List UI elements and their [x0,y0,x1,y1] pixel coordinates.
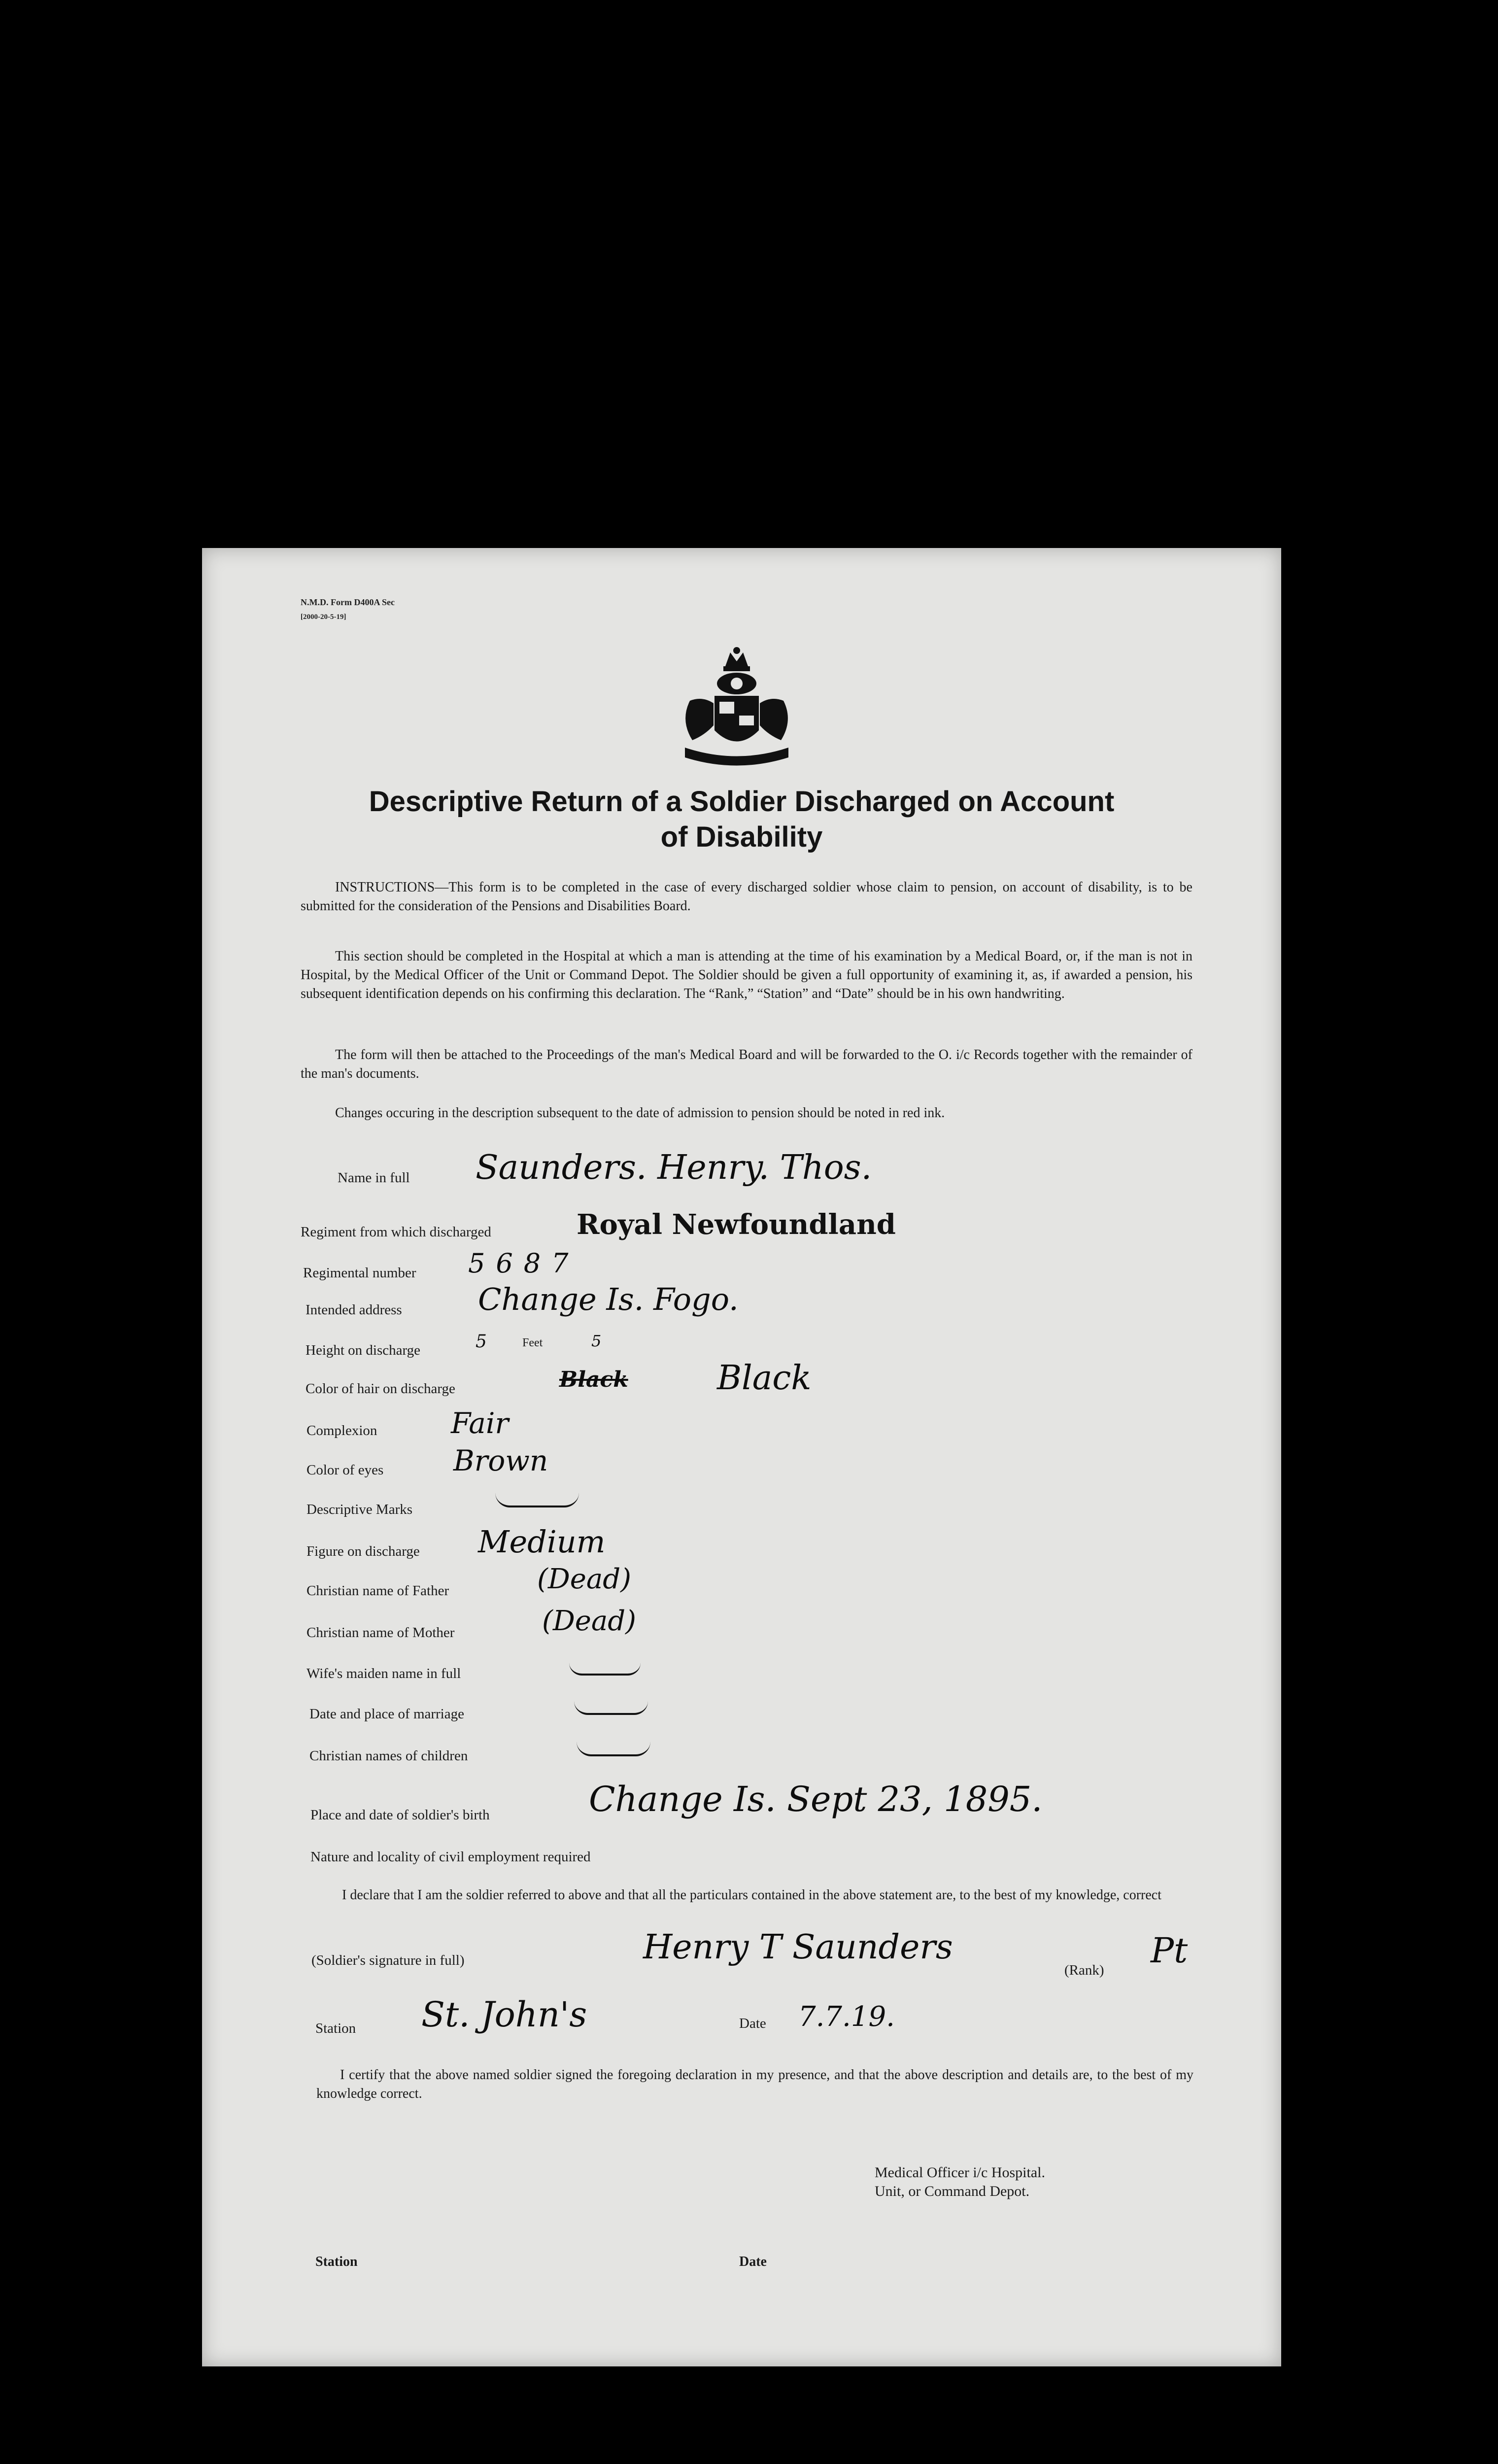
height-label: Height on discharge [306,1342,421,1358]
form-code: N.M.D. Form D400A Sec [301,597,395,607]
medical-officer-line1: Medical Officer i/c Hospital. [875,2164,1045,2181]
eye-color-value: Brown [453,1444,548,1477]
date-label: Date [739,2016,766,2031]
marriage-label: Date and place of marriage [309,1706,464,1722]
form-title-line1: Descriptive Return of a Soldier Discharged on Account [369,786,1115,818]
address-label: Intended address [306,1302,402,1318]
bottom-station-label: Station [315,2254,358,2269]
figure-value: Medium [478,1524,606,1560]
birth-label: Place and date of soldier's birth [310,1807,490,1823]
height-feet-label: Feet [522,1336,543,1349]
mother-name-label: Christian name of Mother [306,1625,455,1641]
hair-color-value: Black [717,1359,812,1398]
name-value: Saunders. Henry. Thos. [476,1148,872,1187]
print-code: [2000-20-5-19] [301,613,346,621]
height-feet-value: 5 [476,1332,487,1352]
descriptive-marks-label: Descriptive Marks [306,1502,413,1517]
regiment-value: Royal Newfoundland [577,1208,896,1241]
eye-color-label: Color of eyes [306,1462,384,1478]
children-names-blank-dash [577,1741,650,1756]
rank-label: (Rank) [1064,1962,1104,1978]
changes-note-text: Changes occuring in the description subsequent to the date of admission to pension should be noted in red ink. [335,1105,945,1121]
father-name-value: (Dead) [537,1563,631,1595]
station-value: St. John's [421,1994,587,2035]
signature-label: (Soldier's signature in full) [311,1952,465,1968]
declaration-text: I declare that I am the soldier referred to above and that all the particulars contained in the above statement are, to the best of my knowledge, correct [342,1887,1161,1903]
name-label: Name in full [338,1170,410,1186]
marriage-blank-dash [574,1701,648,1715]
complexion-label: Complexion [306,1423,377,1438]
father-name-label: Christian name of Father [306,1583,449,1599]
certify-text: I certify that the above named soldier signed the foregoing declaration in my presence, and that the above description and details are, to the best of my knowledge correct. [316,2067,1193,2101]
rank-value: Pt [1151,1930,1188,1971]
employment-label: Nature and locality of civil employment required [310,1849,591,1865]
soldier-signature: Henry T Saunders [643,1928,953,1967]
form-sheet [202,548,1281,2366]
regimental-number-value: 5687 [468,1248,579,1279]
attach-note-text: The form will then be attached to the Proceedings of the man's Medical Board and will be forwarded to the O. i/c Records together with the remainder of the man's documents. [301,1047,1192,1081]
descriptive-marks-blank-dash [495,1492,579,1507]
coat-of-arms-icon [670,647,803,775]
regimental-number-label: Regimental number [303,1265,416,1281]
hair-color-struck-value: Black [559,1367,628,1392]
station-label: Station [315,2020,356,2036]
birth-value: Change Is. Sept 23, 1895. [589,1779,1043,1819]
date-value: 7.7.19. [798,2001,895,2033]
address-value: Change Is. Fogo. [478,1281,739,1317]
instructions-text: INSTRUCTIONS—This form is to be completed in the case of every discharged soldier whose claim to pension, on account of disability, is to be submitted for the consideration of the Pensions and Disabilities Board. [301,880,1192,914]
hair-color-label: Color of hair on discharge [306,1381,455,1397]
bottom-date-label: Date [739,2254,767,2269]
mother-name-value: (Dead) [542,1605,636,1637]
children-names-label: Christian names of children [309,1748,468,1764]
form-title-line2: of Disability [660,821,823,853]
height-inches-value: 5 [591,1332,602,1350]
figure-label: Figure on discharge [306,1543,420,1559]
complexion-value: Fair [451,1406,509,1440]
section-note-text: This section should be completed in the Hospital at which a man is attending at the time of his examination by a Medical Board, or, if the man is not in Hospital, by the Medical Officer of the Unit or Command Depot. The Soldier should be given a full opportunity of examining it, as, if awarded a pension, his subsequent identification depends on his confirming this declaration. The “Rank,” “Station” and “Date” should be in his own handwriting. [301,949,1192,1001]
medical-officer-line2: Unit, or Command Depot. [875,2183,1030,2199]
wife-name-label: Wife's maiden name in full [306,1666,461,1681]
wife-name-blank-dash [569,1663,641,1676]
regiment-label: Regiment from which discharged [301,1224,491,1240]
